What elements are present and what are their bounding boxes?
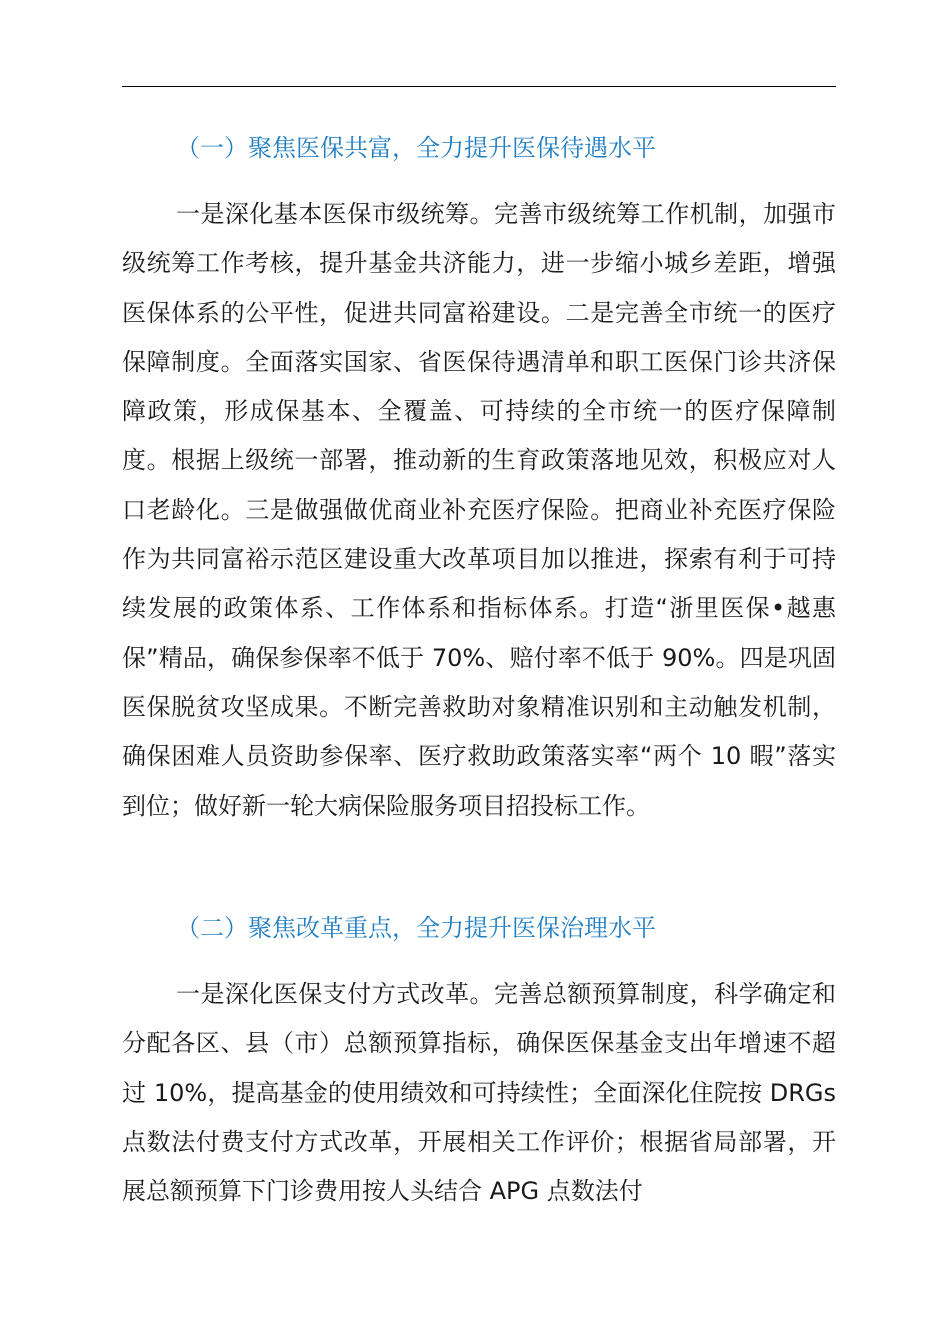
section-heading-2: （二）聚焦改革重点，全力提升医保治理水平 (176, 914, 656, 942)
section-heading-1: （一）聚焦医保共富，全力提升医保待遇水平 (176, 134, 656, 162)
top-rule (122, 86, 836, 87)
section-paragraph-1: 一是深化基本医保市级统筹。完善市级统筹工作机制，加强市级统筹工作考核，提升基金共济能力，进一步缩小城乡差距，增强医保体系的公平性，促进共同富裕建设。二是完善全市统一的医疗保障制度。全面落实国家、省医保待遇清单和职工医保门诊共济保障政策，形成保基本、全覆盖、可持续的全市统一的医疗保障制度。根据上级统一部署，推动新的生育政策落地见效，积极应对人口老龄化。三是做强做优商业补充医疗保险。把商业补充医疗保险作为共同富裕示范区建设重大改革项目加以推进，探索有利于可持续发展的政策体系、工作体系和指标体系。打造“浙里医保•越惠保”精品，确保参保率不低于 70%、赔付率不低于 90%。四是巩固医保脱贫攻坚成果。不断完善救助对象精准识别和主动触发机制，确保困难人员资助参保率、医疗救助政策落实率“两个 10 暇”落实到位；做好新一轮大病保险服务项目招投标工作。 (122, 200, 836, 820)
section-paragraph-2: 一是深化医保支付方式改革。完善总额预算制度，科学确定和分配各区、县（市）总额预算指标，确保医保基金支出年增速不超过 10%，提高基金的使用绩效和可持续性；全面深化住院按 DRGs 点数法付费支付方式改革，开展相关工作评价；根据省局部署，开展总额预算下门诊费用按人头结合 APG 点数法付 (122, 980, 836, 1206)
